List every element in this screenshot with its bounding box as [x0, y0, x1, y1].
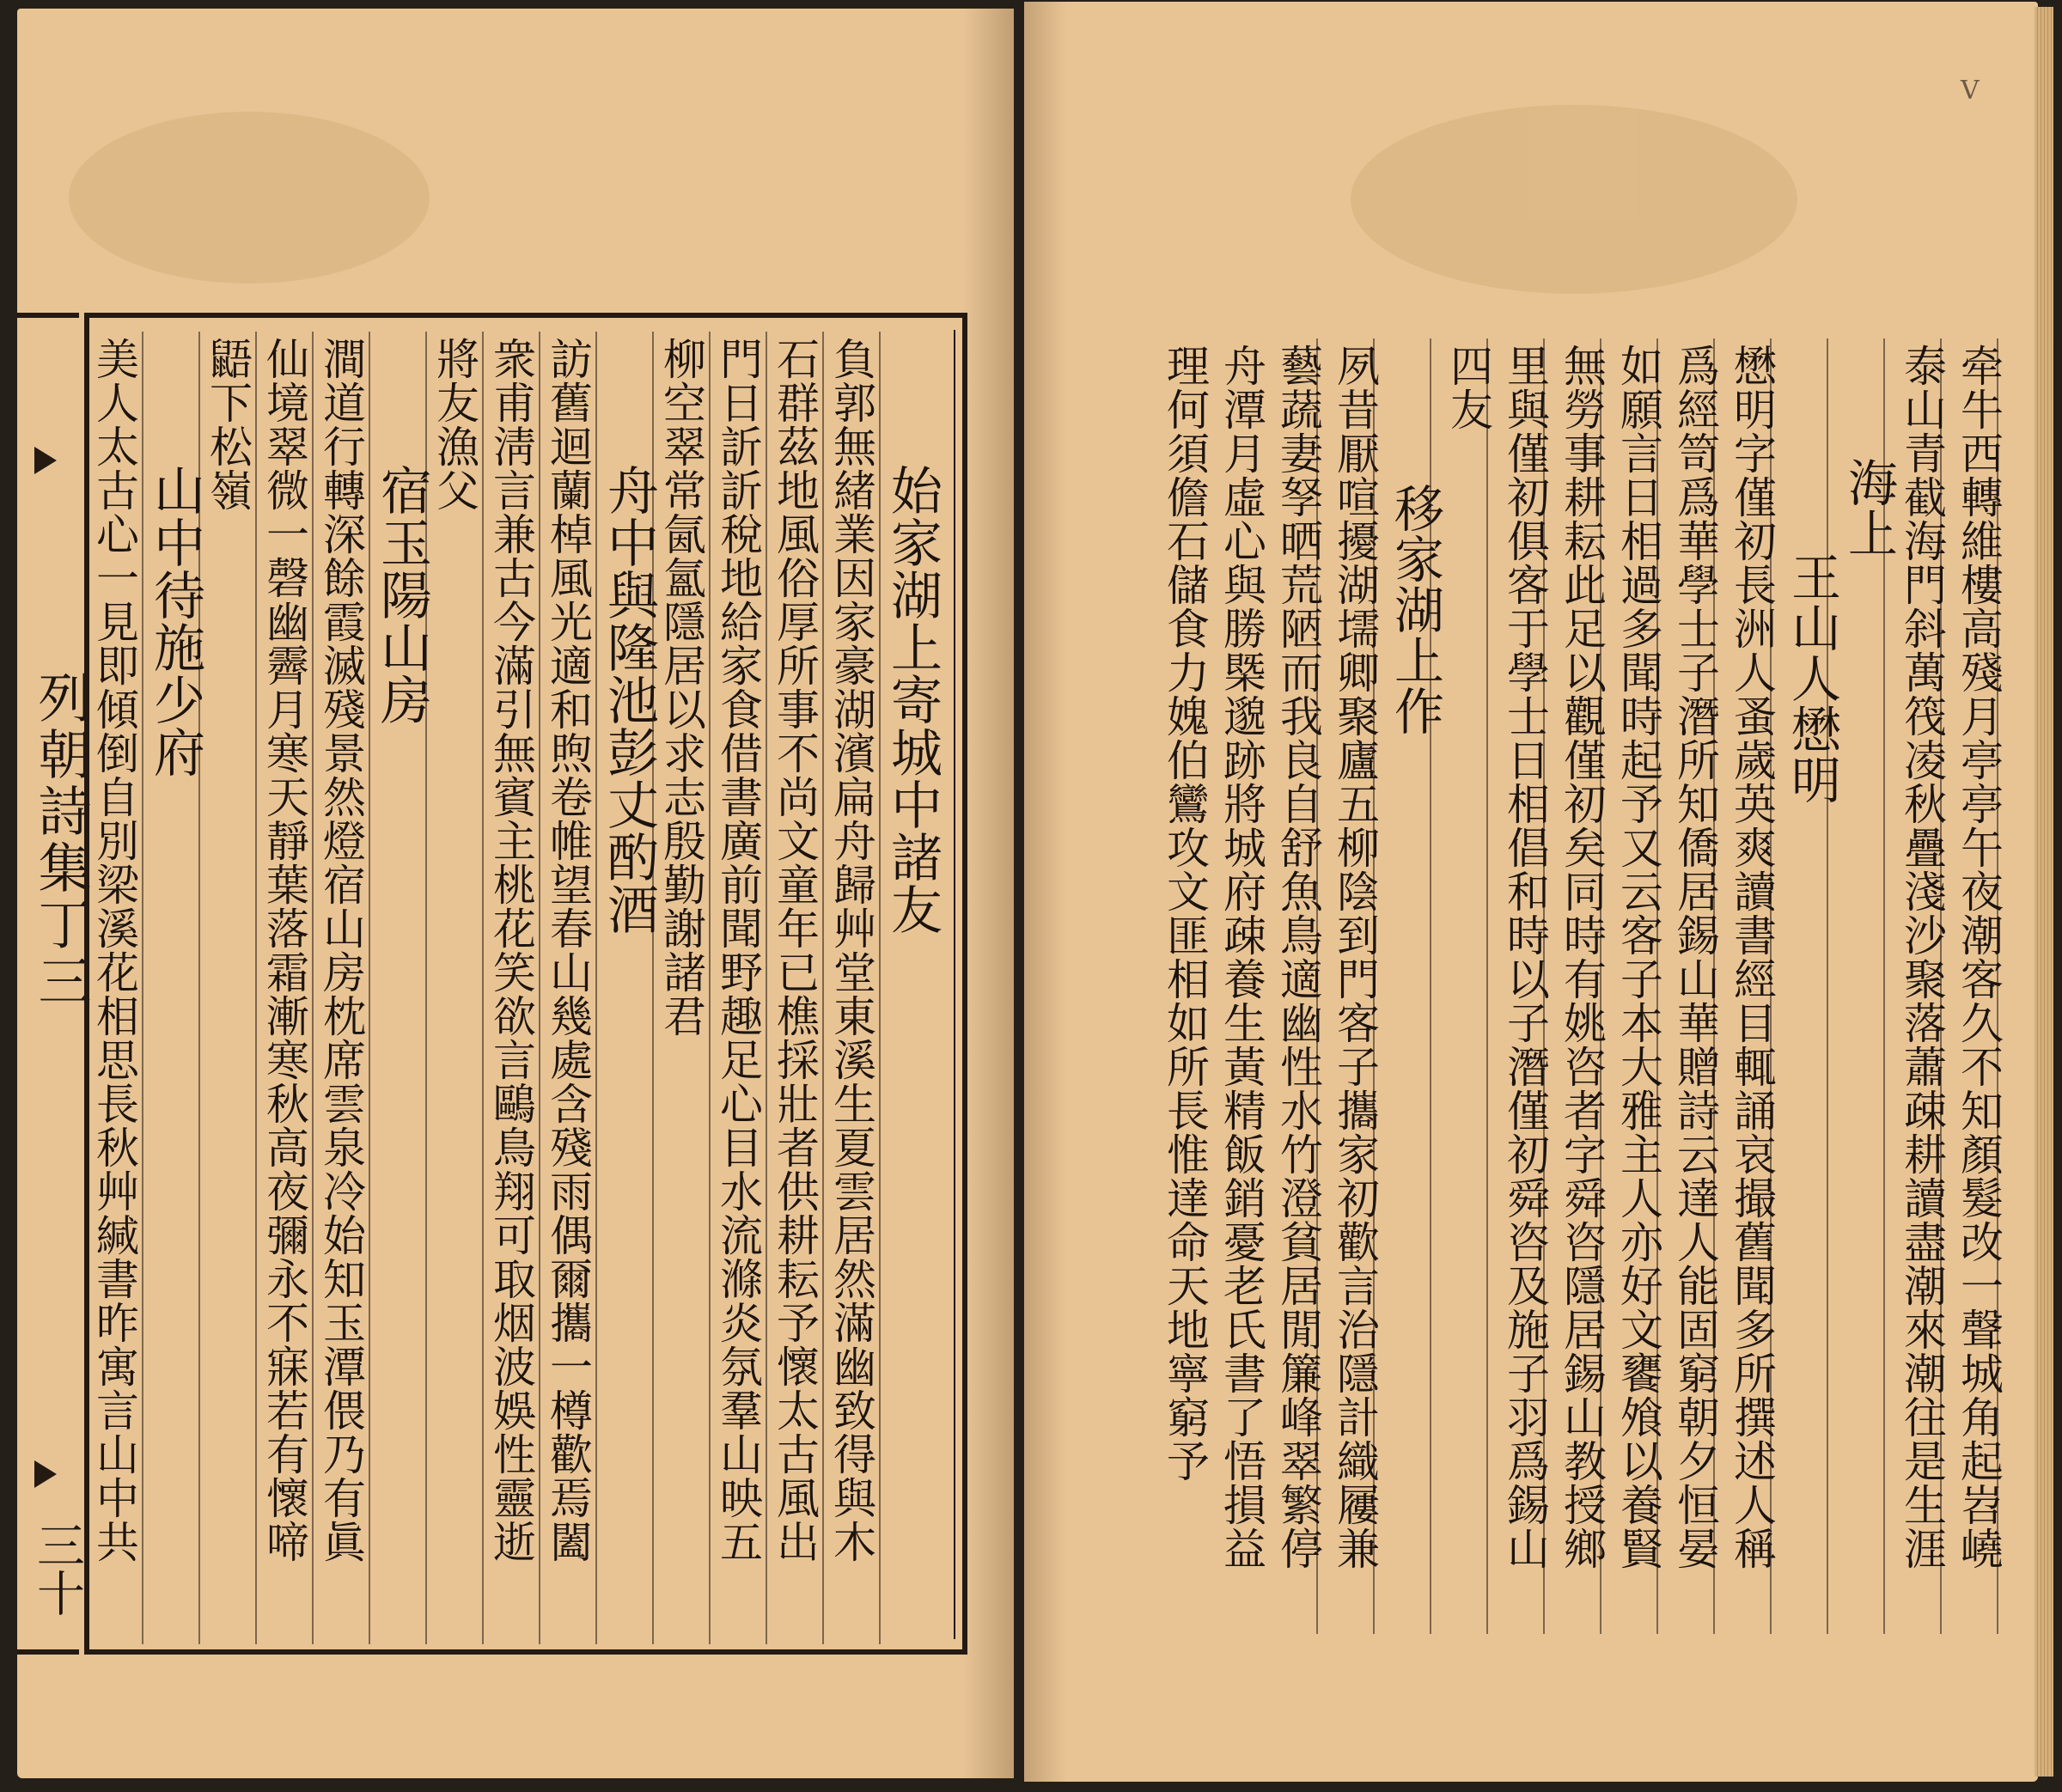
text-column: 爲經笥爲華學士子潛所知僑居錫山華贈詩云達人能固窮朝夕恒晏 — [1670, 344, 1720, 1570]
column-rule — [595, 332, 597, 1644]
text-column: 無勞事耕耘此足以觀僅初矣同時有姚咨者字舜咨隱居錫山教授鄉 — [1557, 344, 1607, 1570]
text-column: 柳空翠常氤氳隱居以求志殷勤謝諸君 — [656, 337, 706, 1038]
paper-stain — [1351, 105, 1797, 294]
column-rule — [2053, 338, 2055, 1634]
text-column: 懋明字僅初長洲人蚤歲英爽讀書經目輒誦哀撮舊聞多所撰述人稱 — [1727, 344, 1777, 1570]
paper-stain — [69, 112, 430, 283]
column-rule — [879, 332, 881, 1644]
page-edges — [2035, 7, 2053, 1777]
banxin-book-title: 列朝詩集丁三 — [29, 670, 92, 1010]
column-rule — [822, 332, 824, 1644]
column-rule — [482, 332, 484, 1644]
text-column: 里與僅初俱客于學士日相倡和時以子潛僅初舜咨及施子羽爲錫山 — [1500, 344, 1550, 1570]
column-rule — [142, 332, 143, 1644]
column-rule — [1486, 338, 1488, 1634]
fish-tail-mark-top — [34, 447, 57, 474]
column-rule — [312, 332, 314, 1644]
text-column: 衆甫淸言兼古今滿引無賓主桃花笑欲言鷗鳥翔可取烟波娛性靈逝 — [486, 337, 536, 1563]
banxin-page-number: 三十 — [29, 1521, 85, 1617]
left-page — [17, 9, 1014, 1778]
banxin-center-strip — [17, 313, 92, 1655]
column-rule — [255, 332, 257, 1644]
text-column: 泰山青截海門斜萬筏凌秋疊淺沙聚落蕭疎耕讀盡潮來潮往是生涯 — [1897, 344, 1947, 1570]
gutter-shadow — [1024, 2, 1067, 1782]
text-column: 門日訢訢稅地給家食借書廣前聞野趣足心目水流滌炎氛羣山映五 — [713, 337, 763, 1563]
text-column: 仙境翠微一磬幽霽月寒天靜葉落霜漸寒秋高夜彌永不寐若有懷啼 — [259, 337, 309, 1563]
text-column: 石群茲地風俗厚所事不尚文童年已樵採壯者供耕耘予懷太古風出 — [770, 337, 820, 1563]
text-column: 美人太古心一見即傾倒自別梁溪花相思長秋艸緘書昨寓言山中共 — [89, 337, 139, 1563]
text-column: 鼯下松嶺 — [203, 337, 253, 512]
column-rule — [766, 332, 767, 1644]
text-column: 舟潭月虛心與勝槩邈跡將城府疎養生黃精飯銷憂老氏書了悟損益 — [1217, 344, 1266, 1570]
author-name: 王山人懋明 — [1783, 552, 1841, 805]
text-column: 藝蔬妻孥晒荒陋而我良自舒魚鳥適幽性水竹澄貧居閒簾峰翠繁停 — [1273, 344, 1323, 1570]
column-rule — [709, 332, 711, 1644]
poem-title: 宿玉陽山房 — [372, 464, 432, 726]
corner-mark: V — [1961, 76, 1980, 106]
text-column: 牵牛西轉維樓高殘月亭亭午夜潮客久不知顏髮改一聲城角起岧嶢 — [1954, 344, 2004, 1570]
column-rule — [539, 332, 540, 1644]
column-rule — [369, 332, 370, 1644]
poem-title: 舟中與隆池彭丈酌酒 — [599, 464, 659, 936]
text-column: 將友漁父 — [430, 337, 479, 512]
text-column: 四友 — [1443, 344, 1493, 431]
fish-tail-mark-bottom — [34, 1460, 57, 1488]
text-column: 訪舊迴蘭棹風光適和煦卷帷望春山幾處含殘雨偶爾攜一樽歡焉闔 — [543, 337, 593, 1563]
text-column: 澗道行轉深餘霞滅殘景然燈宿山房枕席雲泉冷始知玉潭偎乃有眞 — [316, 337, 366, 1563]
poem-title: 山中待施少府 — [145, 464, 205, 778]
text-column: 如願言日相過多聞時起予又云客子本大雅主人亦好文饔飧以養賢 — [1614, 344, 1663, 1570]
column-rule — [1827, 338, 1828, 1634]
text-column: 負郭無緒業因家豪湖濱扁舟歸艸堂東溪生夏雲居然滿幽致得與木 — [827, 337, 876, 1563]
right-page — [1024, 2, 2038, 1782]
poem-title: 始家湖上寄城中諸友 — [882, 464, 943, 936]
gutter-shadow — [962, 9, 1014, 1778]
frame-inner-border — [954, 330, 955, 1639]
text-column: 夙昔厭喧擾湖壖卿聚廬五柳陰到門客子攜家初歡言治隱計織屨兼 — [1330, 344, 1380, 1570]
text-column: 理何須儋石儲食力媿伯鸞攻文匪相如所長惟達命天地寧窮予 — [1160, 344, 1210, 1483]
poem-title: 海上 — [1839, 457, 1898, 558]
poem-title: 移家湖上作 — [1386, 483, 1444, 736]
